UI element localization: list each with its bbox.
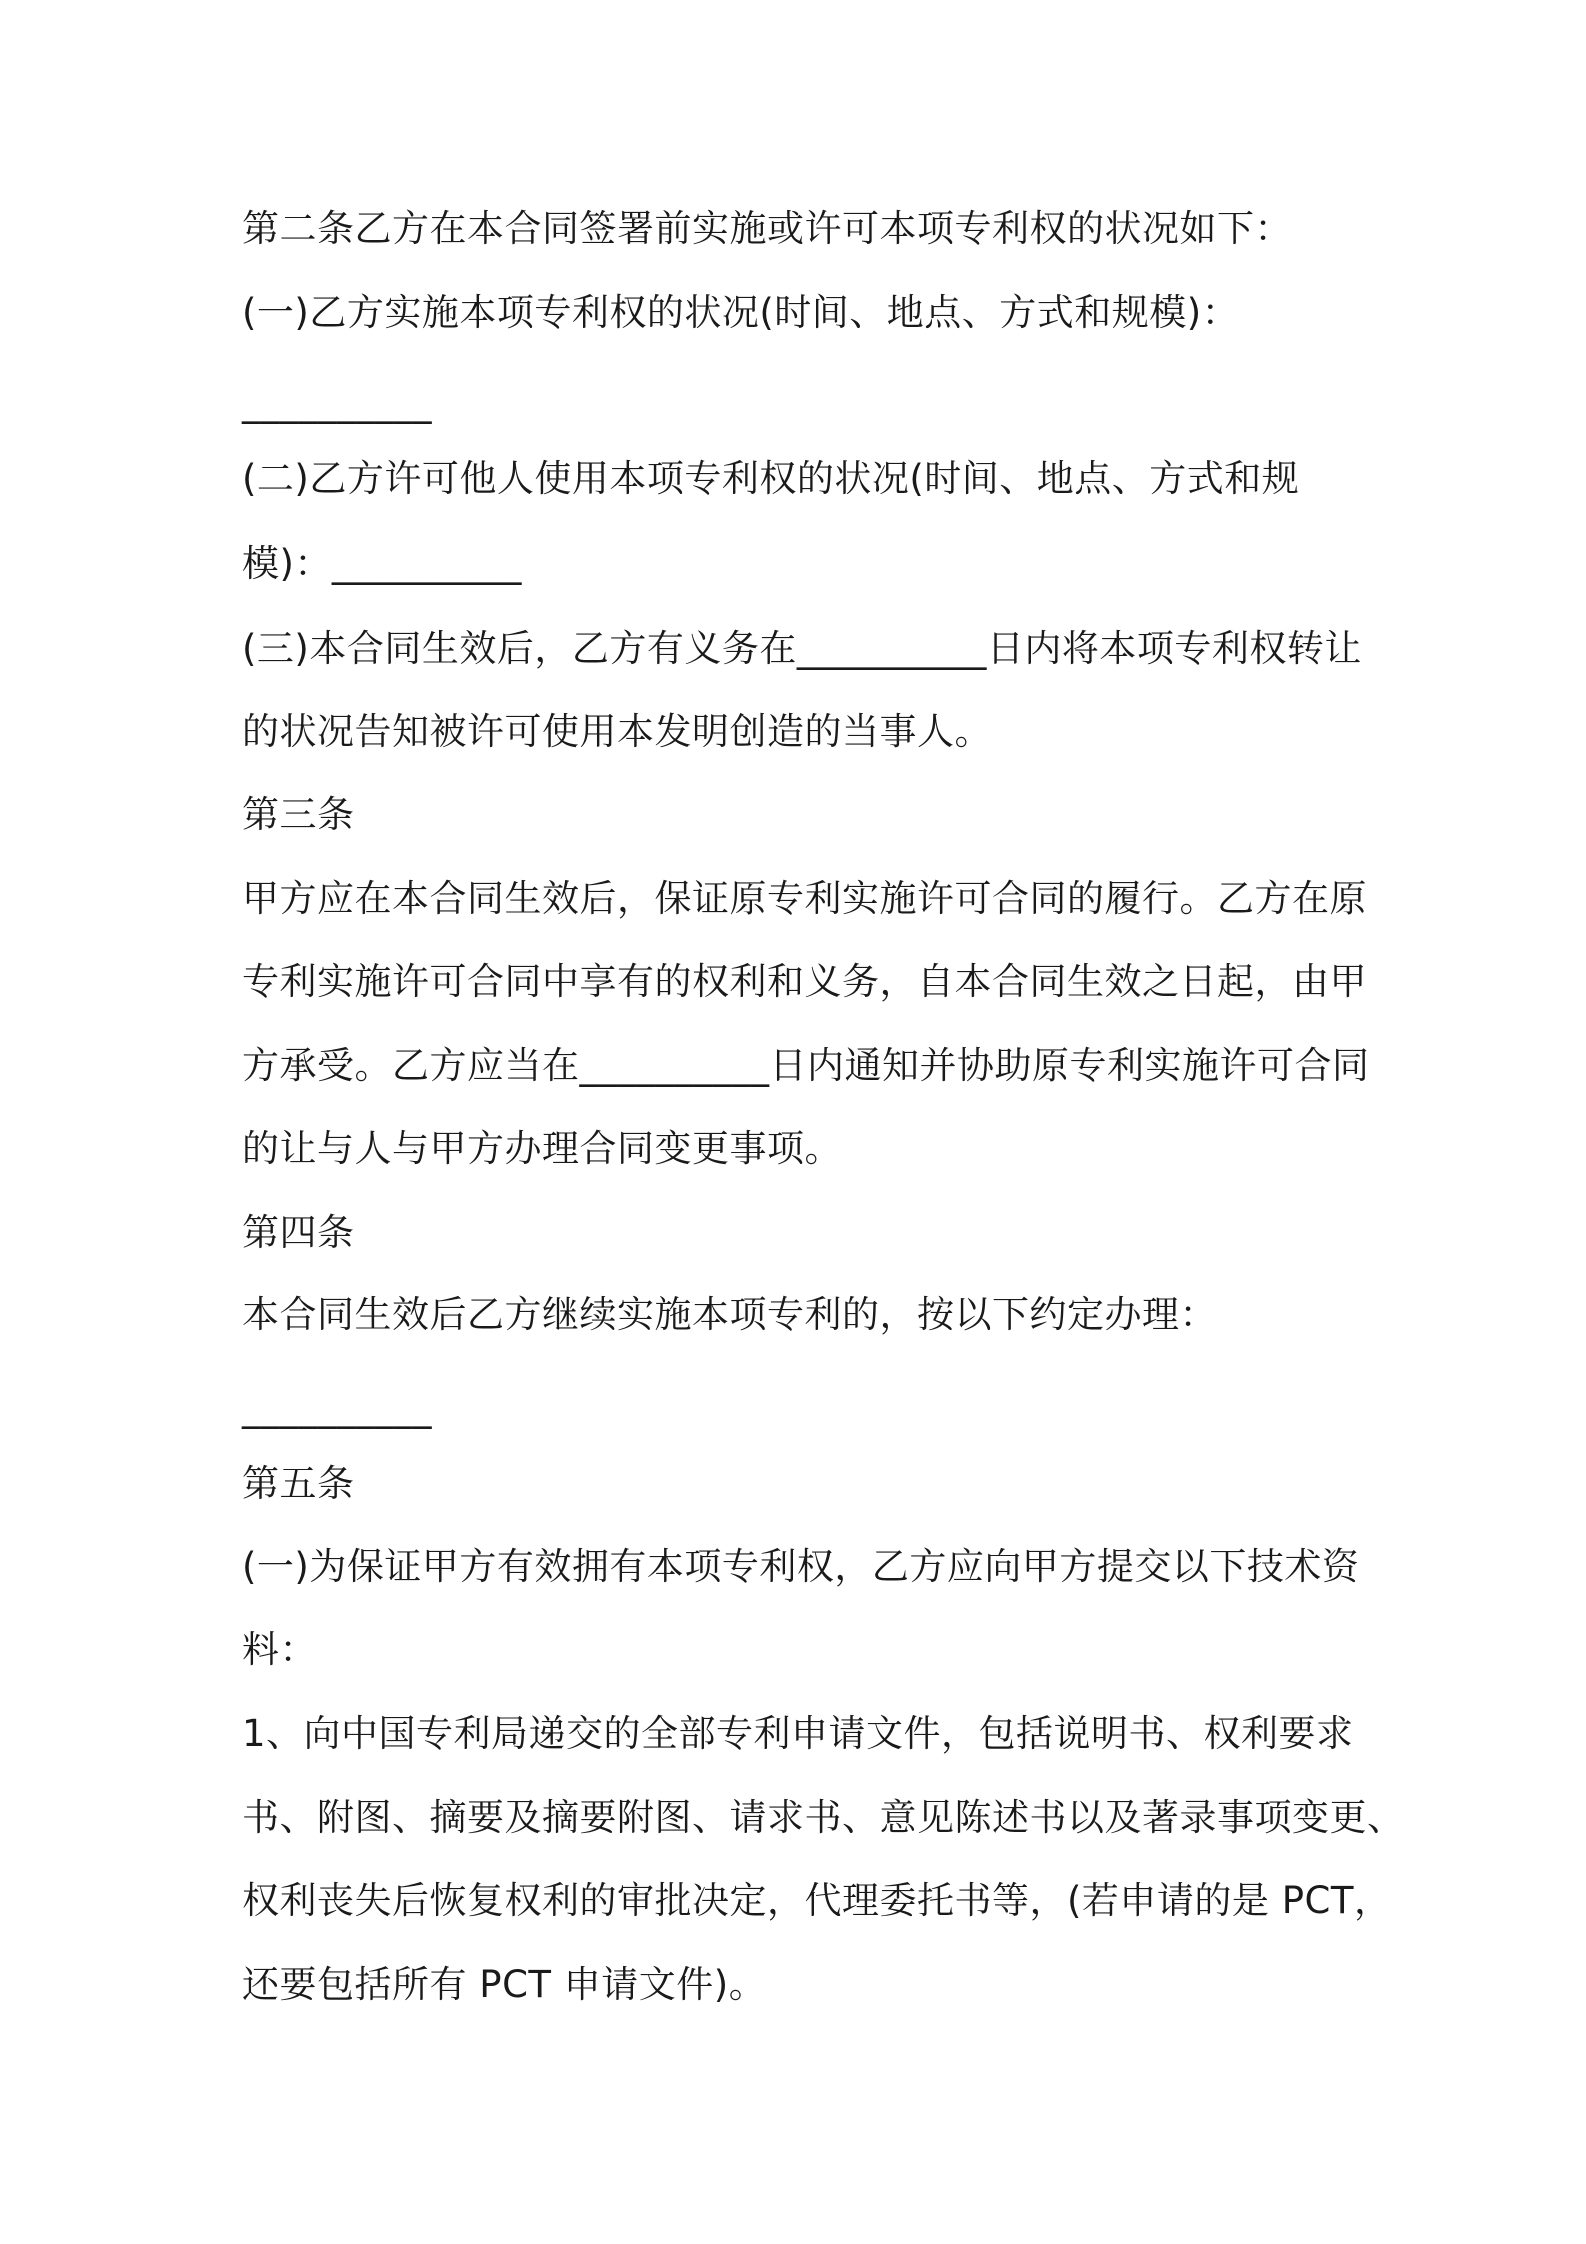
article-3-text-line-1: 甲方应在本合同生效后，保证原专利实施许可合同的履行。乙方在原 [242,877,1367,920]
article-3-heading: 第三条 [242,793,355,836]
clause-2-3-text-line-1: (三)本合同生效后，乙方有义务在__________日内将本项专利权转让 [242,627,1362,670]
clause-2-1-text: (一)乙方实施本项专利权的状况(时间、地点、方式和规模)： [242,291,1240,334]
clause-5-1-text-line-1: (一)为保证甲方有效拥有本项专利权，乙方应向甲方提交以下技术资 [242,1545,1360,1588]
article-3-text-line-2: 专利实施许可合同中享有的权利和义务，自本合同生效之日起，由甲 [242,960,1367,1003]
article-4-heading: 第四条 [242,1211,355,1254]
item-1-text-line-2: 书、附图、摘要及摘要附图、请求书、意见陈述书以及著录事项变更、 [242,1796,1405,1839]
clause-5-1-text-line-2: 料： [242,1628,317,1671]
item-1-text-line-1: 1、向中国专利局递交的全部专利申请文件，包括说明书、权利要求 [242,1712,1354,1755]
article-3-text-line-3: 方承受。乙方应当在__________日内通知并协助原专利实施许可合同 [242,1044,1370,1087]
article-4-text: 本合同生效后乙方继续实施本项专利的，按以下约定办理： [242,1293,1217,1336]
item-1-text-line-4: 还要包括所有 PCT 申请文件)。 [242,1963,767,2006]
item-1-text-line-3: 权利丧失后恢复权利的审批决定，代理委托书等，(若申请的是 PCT， [242,1879,1392,1922]
article-5-heading: 第五条 [242,1462,355,1505]
clause-2-3-text-line-2: 的状况告知被许可使用本发明创造的当事人。 [242,710,992,753]
clause-2-2-text-line-1: (二)乙方许可他人使用本项专利权的状况(时间、地点、方式和规 [242,457,1300,500]
article-3-text-line-4: 的让与人与甲方办理合同变更事项。 [242,1127,842,1170]
blank-line-2: __________ [242,1386,432,1429]
article-2-heading: 第二条乙方在本合同签署前实施或许可本项专利权的状况如下： [242,207,1292,250]
blank-line-1: __________ [242,381,432,424]
clause-2-2-text-line-2: 模)：__________ [242,542,522,585]
